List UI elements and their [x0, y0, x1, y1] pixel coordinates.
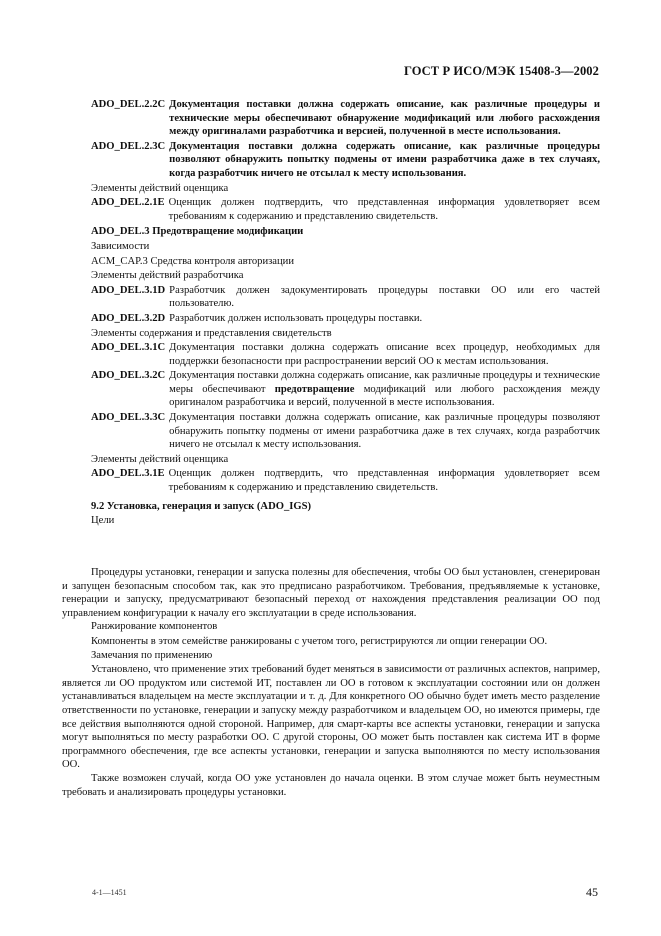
requirement-code: ADO_DEL.2.3C	[91, 140, 166, 152]
requirement-text: Документация поставки должна содержать описание, как различные процедуры позволяют обнаружить попытку подмены от имени разработчика даже в тех случаях, когда разработчик ничего не отсылал к месту использования.	[169, 140, 600, 179]
dependencies-label: Зависимости	[91, 240, 150, 252]
requirement-code: ADO_DEL.3.1E	[91, 468, 165, 480]
dependency-item: ACM_CAP.3 Средства контроля авторизации	[91, 255, 295, 267]
evaluator-label: Элементы действий оценщика	[91, 453, 229, 465]
content-label: Элементы содержания и представления свидетельств	[91, 327, 332, 339]
requirement-ado-del-2-1e	[91, 196, 600, 223]
requirement-ado-del-3-1e	[91, 467, 600, 494]
notes-label: Замечания по применению	[91, 649, 213, 661]
requirement-ado-del-3-2d	[91, 312, 600, 326]
section-heading-ado-del-3	[91, 225, 600, 239]
requirement-ado-del-3-1d	[91, 284, 600, 311]
requirement-code: ADO_DEL.3.1C	[91, 342, 166, 354]
requirement-code: ADO_DEL.3.2C	[91, 370, 166, 382]
evaluator-label: Элементы действий оценщика	[91, 182, 229, 194]
section-code: ADO_DEL.3	[91, 226, 150, 238]
requirement-code: ADO_DEL.3.1D	[91, 284, 166, 296]
page-header: ГОСТ Р ИСО/МЭК 15408-3—2002	[403, 64, 599, 78]
print-code: 4-1—1451	[92, 888, 127, 897]
requirement-ado-del-2-2c	[91, 98, 600, 139]
requirement-code: ADO_DEL.3.2D	[91, 312, 166, 324]
requirement-text: Оценщик должен подтвердить, что представленная информация удовлетворяет всем требованиям к содержанию и представлению свидетельств.	[168, 468, 600, 494]
text-part: модификаций или любого расхождения между оригиналом разработчика и версий, полученной в месте использования.	[169, 383, 601, 409]
text-part: Документация поставки должна содержать описание, как различные процедуры и технические меры обеспечивают	[169, 370, 600, 395]
requirement-text: Документация поставки должна содержать описание, как различные процедуры и технические меры обеспечивают обнаружение модификаций или любого расхождения между оригиналами разработчика и версией, полученной в месте использования.	[169, 99, 600, 138]
ranking-paragraph: Компоненты в этом семействе ранжированы с учетом того, регистрируются ли опции генерации ОО.	[91, 635, 548, 647]
requirement-code: ADO_DEL.2.1E	[91, 197, 165, 209]
page-content	[91, 98, 600, 529]
requirement-ado-del-3-1c	[91, 341, 600, 368]
developer-label: Элементы действий разработчика	[91, 270, 244, 282]
ranking-label: Ранжирование компонентов	[91, 621, 218, 633]
requirement-text: Оценщик должен подтвердить, что представленная информация удовлетворяет всем требованиям к содержанию и представлению свидетельств.	[168, 197, 600, 222]
goals-label: Цели	[91, 515, 115, 527]
requirement-ado-del-3-3c	[91, 411, 600, 452]
requirement-code: ADO_DEL.3.3C	[91, 412, 166, 424]
requirement-text: Документация поставки должна содержать описание, как различные процедуры позволяют обнаружить попытку подмены от имени разработчика даже в тех случаях, когда разработчик ничего не отсылал к месту использования.	[169, 412, 600, 451]
bold-emphasis: предотвращение	[274, 383, 355, 395]
page-number: 45	[586, 885, 598, 899]
body-text-wide	[62, 566, 600, 799]
requirement-ado-del-2-3c	[91, 140, 600, 181]
section-heading-9-2: 9.2 Установка, генерация и запуск (ADO_IGS)	[91, 500, 312, 512]
section-title: Предотвращение модификации	[152, 226, 304, 238]
last-paragraph: Также возможен случай, когда ОО уже установлен до начала оценки. В этом случае может быть неуместным требовать и анализировать процедуры установки.	[62, 772, 600, 798]
requirement-text: Разработчик должен задокументировать процедуры поставки ОО или его частей пользователю.	[169, 284, 600, 310]
goals-paragraph: Процедуры установки, генерации и запуска полезны для обеспечения, чтобы ОО был установлен, сгенерирован и запущен безопасным способом так, как это предписано разработчиком. Требования, предъявляемые к установке, генерации и запуску, предусматривают безопасный переход от нахождения представления реализации ОО под управлением конфигурации к началу его эксплуатации в среде использования.	[62, 567, 600, 619]
notes-paragraph: Установлено, что применение этих требований будет меняться в зависимости от различных аспектов, например, является ли ОО продуктом или системой ИТ, поставлен ли ОО в готовом к эксплуатации состоянии или он должен устанавливаться владельцем на месте эксплуатации и т. д. Для конкретного ОО обычно будет иметь место разделение ответственности по установке, генерации и запуску между разработчиком и владельцем ОО, но имеются примеры, где все действия выполняются одной стороной. Например, для смарт-карты все аспекты установки, генерации и запуска могут выполняться по месту разработки ОО. С другой стороны, ОО может быть поставлен как система ИТ в форме программного обеспечения, где все аспекты установки, генерации и запуска выполняются по месту использования ОО.	[62, 664, 600, 771]
requirement-text	[169, 369, 600, 410]
requirement-code: ADO_DEL.2.2C	[91, 99, 166, 110]
requirement-text: Разработчик должен использовать процедуры поставки.	[169, 312, 423, 324]
requirement-text: Документация поставки должна содержать описание всех процедур, необходимых для поддержки безопасности при распространении версий ОО к местам использования.	[169, 342, 600, 367]
requirement-ado-del-3-2c	[91, 369, 600, 410]
